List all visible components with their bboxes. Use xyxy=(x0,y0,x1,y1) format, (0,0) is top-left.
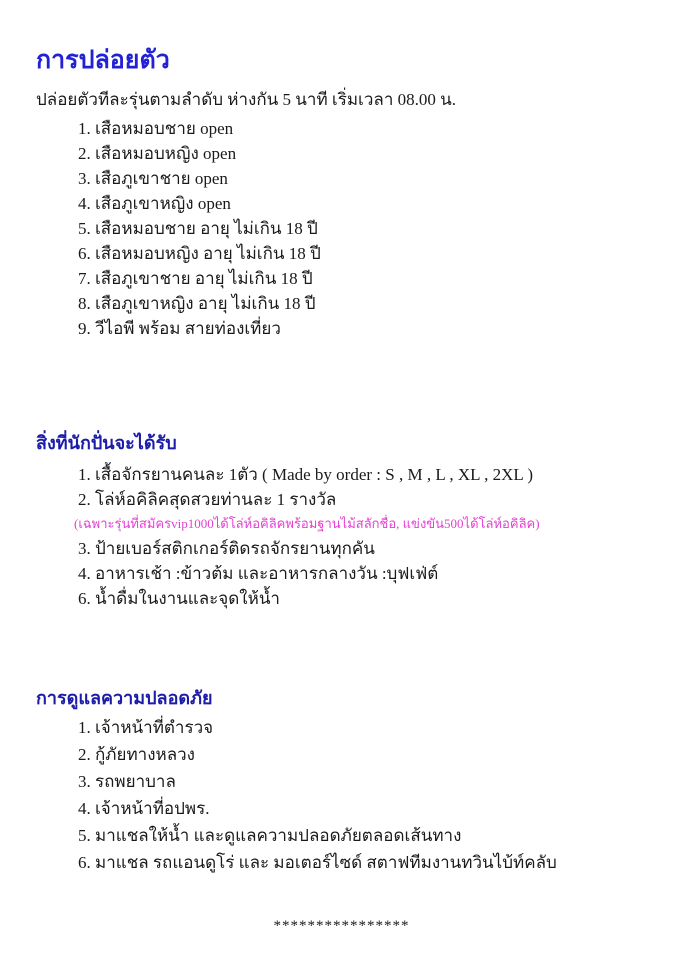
rewards-note: (เฉพาะรุ่นที่สมัครvip1000ได้โล่ห์อคิลิคพร้อมฐานไม้สลักชื่อ, แข่งขัน500ได้โล่ห์อคิลิค) xyxy=(74,516,540,531)
safety-title: การดูแลความปลอดภัย xyxy=(36,688,213,709)
release-title: การปล่อยตัว xyxy=(36,45,170,74)
list-item: 6. น้ำดื่มในงานและจุดให้น้ำ xyxy=(78,589,280,608)
rewards-title: สิ่งที่นักปั่นจะได้รับ xyxy=(36,433,177,454)
list-item: 6. เสือหมอบหญิง อายุ ไม่เกิน 18 ปี xyxy=(78,244,321,263)
list-item: 4. เจ้าหน้าที่อปพร. xyxy=(78,799,210,818)
list-item: 2. กู้ภัยทางหลวง xyxy=(78,745,195,764)
list-item: 5. เสือหมอบชาย อายุ ไม่เกิน 18 ปี xyxy=(78,219,318,238)
list-item: 8. เสือภูเขาหญิง อายุ ไม่เกิน 18 ปี xyxy=(78,294,316,313)
list-item: 1. เสือหมอบชาย open xyxy=(78,119,234,138)
list-item: 1. เจ้าหน้าที่ตำรวจ xyxy=(78,718,214,737)
list-item: 6. มาแชล รถแอนดูโร่ และ มอเตอร์ไซด์ สตาฟทีมงานทวินไบ้ท์คลับ xyxy=(78,853,557,872)
list-item: 2. เสือหมอบหญิง open xyxy=(78,144,237,163)
release-list xyxy=(78,116,321,341)
list-item: 9. วีไอพี พร้อม สายท่องเที่ยว xyxy=(78,319,281,338)
list-item: 3. เสือภูเขาชาย open xyxy=(78,169,228,188)
rewards-list xyxy=(74,462,540,611)
list-item: 3. ป้ายเบอร์สติกเกอร์ติดรถจักรยานทุกคัน xyxy=(78,539,375,558)
safety-list xyxy=(78,714,557,876)
list-item: 2. โล่ห์อคิลิคสุดสวยท่านละ 1 รางวัล xyxy=(78,490,337,509)
footer-divider: **************** xyxy=(273,918,410,934)
list-item: 3. รถพยาบาล xyxy=(78,772,176,791)
list-item: 1. เสื้อจักรยานคนละ 1ตัว ( Made by order : S , M , L , XL , 2XL ) xyxy=(78,465,534,484)
list-item: 7. เสือภูเขาชาย อายุ ไม่เกิน 18 ปี xyxy=(78,269,313,288)
list-item: 4. เสือภูเขาหญิง open xyxy=(78,194,231,213)
list-item: 4. อาหารเช้า :ข้าวต้ม และอาหารกลางวัน :บุฟเฟ่ต์ xyxy=(78,564,439,583)
list-item: 5. มาแชลให้น้ำ และดูแลความปลอดภัยตลอดเส้นทาง xyxy=(78,826,462,845)
release-intro: ปล่อยตัวทีละรุ่นตามลำดับ ห่างกัน 5 นาที เริ่มเวลา 08.00 น. xyxy=(36,90,456,109)
